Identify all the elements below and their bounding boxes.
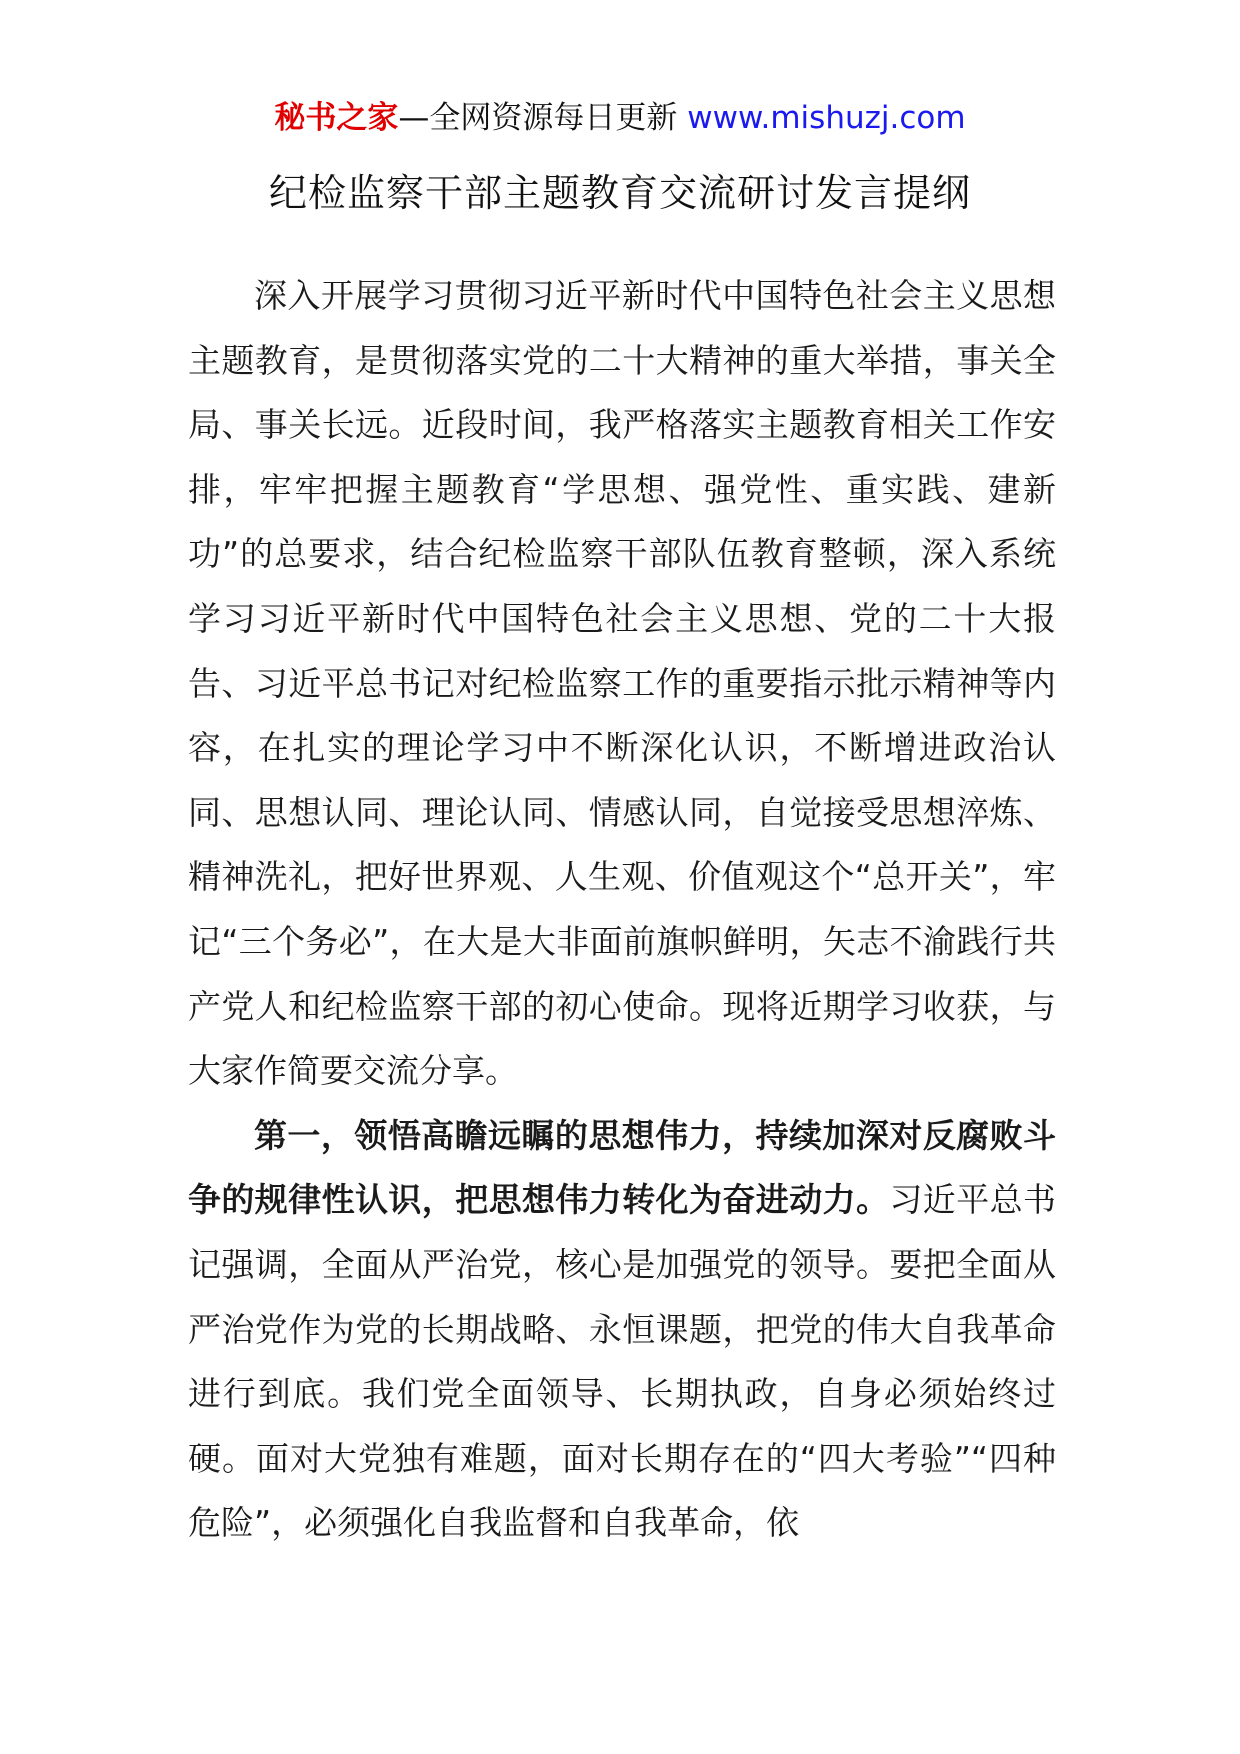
paragraph-first-point xyxy=(188,1104,1056,1556)
paragraph-intro: 深入开展学习贯彻习近平新时代中国特色社会主义思想主题教育，是贯彻落实党的二十大精神的重大举措，事关全局、事关长远。近段时间，我严格落实主题教育相关工作安排，牢牢把握主题教育“学思想、强党性、重实践、建新功”的总要求，结合纪检监察干部队伍教育整顿，深入系统学习习近平新时代中国特色社会主义思想、党的二十大报告、习近平总书记对纪检监察工作的重要指示批示精神等内容，在扎实的理论学习中不断深化认识，不断增进政治认同、思想认同、理论认同、情感认同，自觉接受思想淬炼、精神洗礼，把好世界观、人生观、价值观这个“总开关”，牢记“三个务必”，在大是大非面前旗帜鲜明，矢志不渝践行共产党人和纪检监察干部的初心使命。现将近期学习收获，与大家作简要交流分享。 xyxy=(188,276,1056,1091)
document-body xyxy=(188,264,1056,1556)
site-header xyxy=(0,98,1240,138)
document-title: 纪检监察干部主题教育交流研讨发言提纲 xyxy=(268,171,971,215)
site-url-link[interactable]: www.mishuzj.com xyxy=(687,100,966,136)
paragraph-lead-text: 第一，领悟高瞻远瞩的思想伟力，持续加深对反腐败斗争的规律性认识，把思想伟力转化为奋进动力。 xyxy=(188,1115,1056,1220)
brand-name: 秘书之家 xyxy=(274,100,399,136)
header-tagline: —全网资源每日更新 xyxy=(398,100,678,136)
paragraph-body-text: 习近平总书记强调，全面从严治党，核心是加强党的领导。要把全面从严治党作为党的长期战略、永恒课题，把党的伟大自我革命进行到底。我们党全面领导、长期执政，自身必须始终过硬。面对大党独有难题，面对长期存在的“四大考验”“四种危险”，必须强化自我监督和自我革命，依 xyxy=(188,1180,1057,1543)
